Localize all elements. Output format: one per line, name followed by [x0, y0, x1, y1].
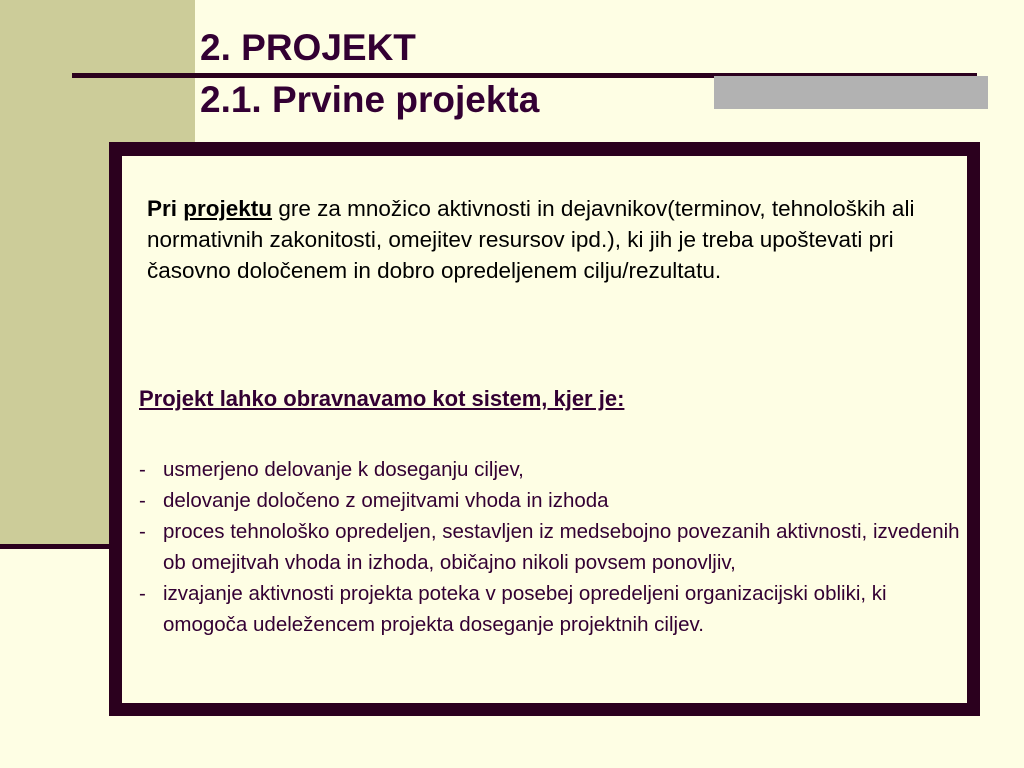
intro-paragraph	[147, 193, 957, 286]
system-subheading: Projekt lahko obravnavamo kot sistem, kjer je:	[139, 386, 625, 411]
system-bullet-list	[139, 454, 969, 640]
title-line-1: 2. PROJEKT	[200, 27, 416, 68]
title-line-2: 2.1. Prvine projekta	[200, 79, 540, 120]
list-item-text: usmerjeno delovanje k doseganju ciljev,	[163, 458, 524, 481]
bullet-dash: -	[139, 489, 146, 512]
list-item-text: izvajanje aktivnosti projekta poteka v posebej opredeljeni organizacijski obliki, ki omogoča udeležencem projekta doseganje projektnih ciljev.	[163, 582, 887, 636]
gray-accent-bar	[714, 76, 988, 109]
list-item-text: delovanje določeno z omejitvami vhoda in izhoda	[163, 489, 609, 512]
left-horizontal-rule	[0, 544, 112, 549]
list-item	[139, 516, 969, 578]
slide-title	[200, 22, 539, 126]
list-item	[139, 578, 969, 640]
intro-text: gre za množico aktivnosti in dejavnikov(terminov, tehnoloških ali normativnih zakonitosti, omejitev resursov ipd.), ki jih je treba upoštevati pri časovno določenem in dobro opredeljenem cilju/rezultatu.	[147, 196, 915, 283]
bullet-dash: -	[139, 458, 146, 481]
bullet-dash: -	[139, 520, 146, 543]
bullet-dash: -	[139, 582, 146, 605]
list-item	[139, 485, 969, 516]
list-item-text: proces tehnološko opredeljen, sestavljen iz medsebojno povezanih aktivnosti, izvedenih ob omejitvah vhoda in izhoda, običajno nikoli povsem ponovljiv,	[163, 520, 960, 574]
intro-prefix: Pri	[147, 196, 178, 221]
intro-keyword: projektu	[183, 196, 273, 221]
content-box	[109, 142, 980, 716]
list-item	[139, 454, 969, 485]
